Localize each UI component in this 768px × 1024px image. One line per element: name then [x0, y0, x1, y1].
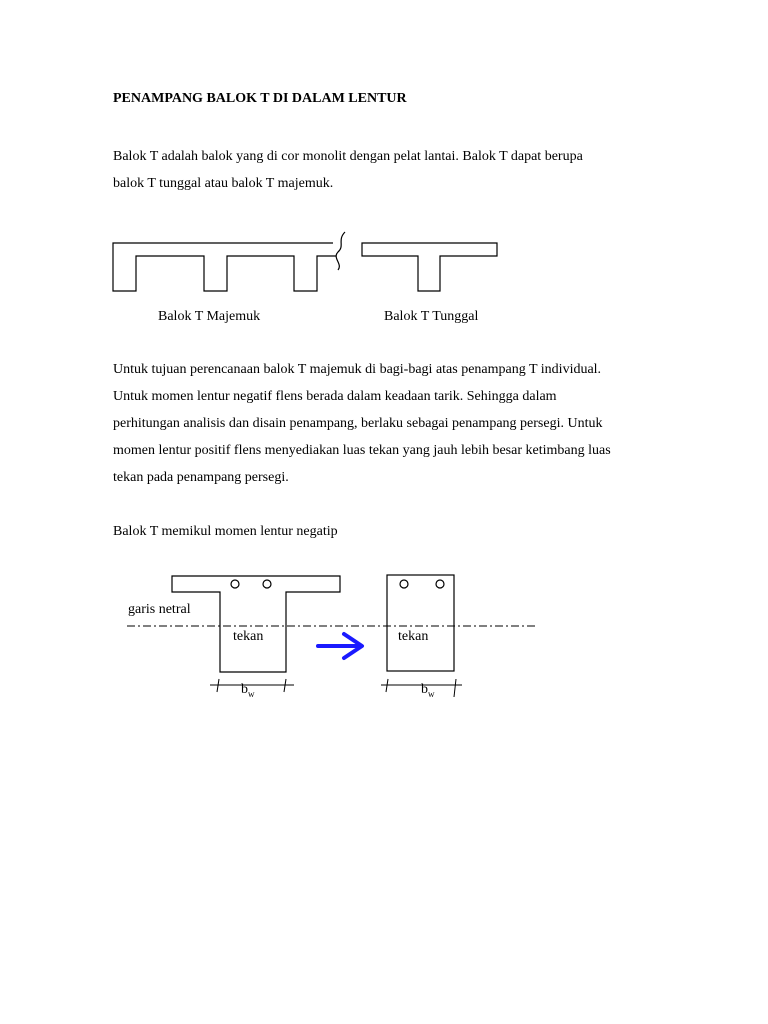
paragraph-line: momen lentur positif flens menyediakan luas tekan yang jauh lebih besar ketimbang luas	[113, 443, 611, 458]
paragraph-line: balok T tunggal atau balok T majemuk.	[113, 176, 334, 191]
label-balok-t-majemuk: Balok T Majemuk	[158, 309, 261, 324]
rebar-circle	[400, 580, 408, 588]
paragraph-line: Balok T memikul momen lentur negatip	[113, 524, 338, 539]
label-balok-t-tunggal: Balok T Tunggal	[384, 309, 479, 324]
tunggal-section-outline	[362, 243, 497, 291]
rebar-circle	[263, 580, 271, 588]
paragraph-design	[113, 356, 673, 491]
paragraph-line: Untuk momen lentur negatif flens berada dalam keadaan tarik. Sehingga dalam	[113, 389, 557, 404]
rebar-circle	[436, 580, 444, 588]
majemuk-section-outline	[113, 243, 336, 291]
paragraph-line: Balok T adalah balok yang di cor monolit dengan pelat lantai. Balok T dapat berupa	[113, 149, 583, 164]
label-bw-right: $b_w$	[421, 682, 435, 699]
transform-arrow	[318, 634, 362, 658]
document-title: PENAMPANG BALOK T DI DALAM LENTUR	[113, 91, 407, 106]
break-line	[336, 232, 345, 270]
rebar-circle	[231, 580, 239, 588]
label-tekan-right: tekan	[398, 629, 429, 644]
label-tekan-left: tekan	[233, 629, 264, 644]
paragraph-line: perhitungan analisis dan disain penampang, berlaku sebagai penampang persegi. Untuk	[113, 416, 603, 431]
label-bw-left: $b_w$	[241, 682, 255, 699]
paragraph-negative-moment	[113, 518, 673, 545]
rectangular-equivalent-section	[387, 575, 454, 671]
t-section-negative-moment	[172, 576, 340, 672]
paragraph-line: tekan pada penampang persegi.	[113, 470, 289, 485]
paragraph-line: Untuk tujuan perencanaan balok T majemuk di bagi-bagi atas penampang T individual.	[113, 362, 602, 377]
label-garis-netral: garis netral	[128, 602, 191, 617]
